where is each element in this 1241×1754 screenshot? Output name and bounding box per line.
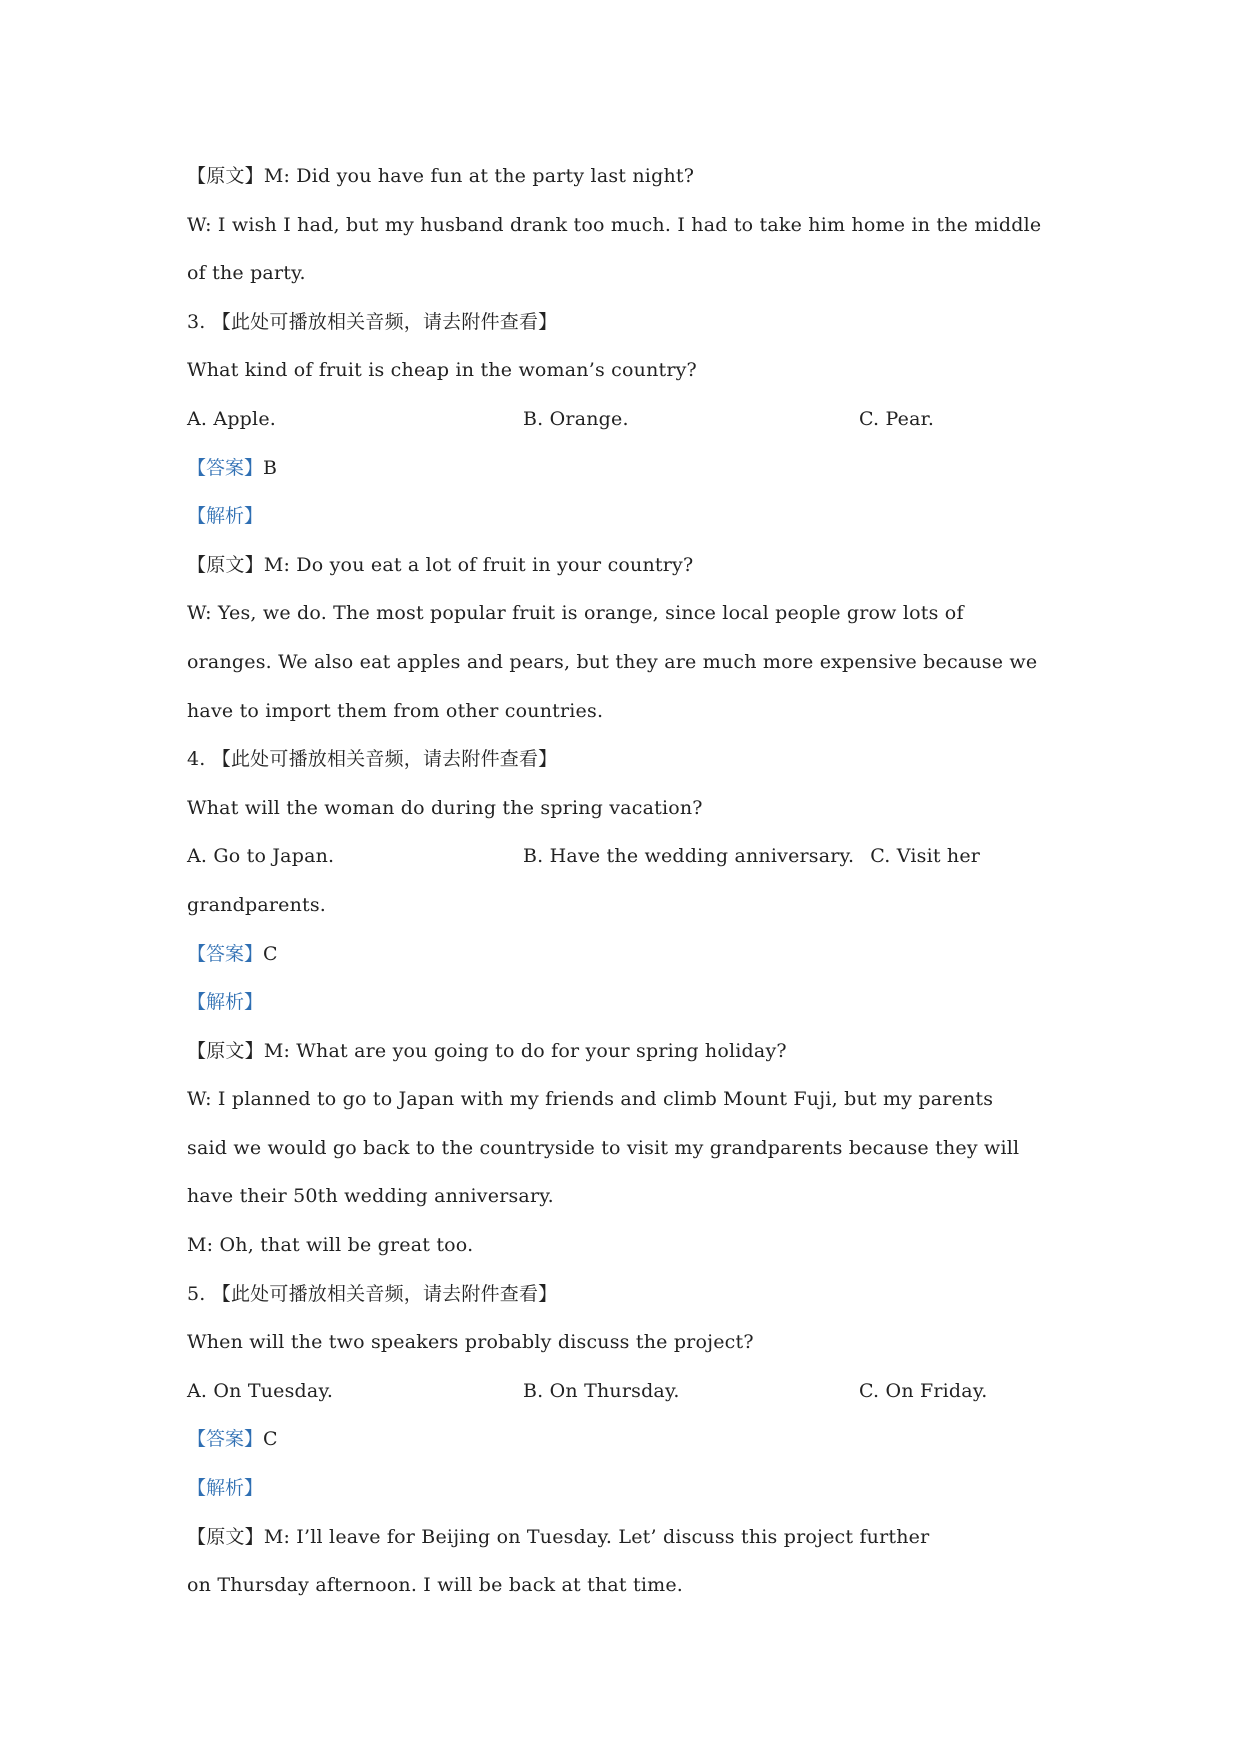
transcript-label: 【原文】 <box>187 1525 264 1548</box>
q2-transcript-line-1 <box>187 152 1077 201</box>
q3-option-a: A. Apple. <box>187 407 277 430</box>
q3-answer <box>187 444 1077 493</box>
q3-transcript-line-1 <box>187 541 1077 590</box>
q4-option-c-continued: grandparents. <box>187 893 327 916</box>
transcript-label: 【原文】 <box>187 165 264 187</box>
q3-options <box>187 395 1077 444</box>
q4-options <box>187 832 1077 881</box>
document-content <box>187 152 1077 1610</box>
q3-question: What kind of fruit is cheap in the woman’s country? <box>187 359 697 382</box>
q3-option-c: C. Pear. <box>859 407 935 430</box>
q4-analysis-label: 【解析】 <box>187 991 264 1014</box>
q4-transcript-line-2: W: I planned to go to Japan with my friends and climb Mount Fuji, but my parents <box>187 1088 994 1111</box>
q5-options <box>187 1367 1077 1416</box>
answer-label: 【答案】 <box>187 942 264 965</box>
answer-value: C <box>263 942 278 965</box>
q5-transcript-line-1 <box>187 1513 1077 1562</box>
q3-transcript-line-3: oranges. We also eat apples and pears, but they are much more expensive because we <box>187 650 1038 673</box>
q4-option-c: C. Visit her <box>870 845 981 868</box>
q4-transcript-line-5: M: Oh, that will be great too. <box>187 1234 474 1257</box>
q3-transcript-line-2: W: Yes, we do. The most popular fruit is orange, since local people grow lots of <box>187 602 964 625</box>
answer-value: B <box>263 456 278 479</box>
q3-option-b: B. Orange. <box>523 407 629 430</box>
q5-option-c: C. On Friday. <box>859 1379 988 1402</box>
transcript-text: M: What are you going to do for your spring holiday? <box>263 1039 787 1062</box>
q4-option-b: B. Have the wedding anniversary. <box>523 845 855 868</box>
q4-transcript-line-1 <box>187 1027 1077 1076</box>
transcript-text: M: Do you eat a lot of fruit in your country? <box>263 553 694 576</box>
q5-answer <box>187 1415 1077 1464</box>
q3-analysis-label: 【解析】 <box>187 505 264 528</box>
q2-transcript-line-3: of the party. <box>187 262 306 285</box>
q4-transcript-line-4: have their 50th wedding anniversary. <box>187 1185 554 1208</box>
answer-label: 【答案】 <box>187 456 264 479</box>
q5-transcript-line-2: on Thursday afternoon. I will be back at that time. <box>187 1574 684 1597</box>
transcript-text: M: I’ll leave for Beijing on Tuesday. Let’ discuss this project further <box>263 1525 930 1548</box>
q4-answer <box>187 930 1077 979</box>
q3-transcript-line-4: have to import them from other countries. <box>187 699 604 722</box>
q5-question: When will the two speakers probably discuss the project? <box>187 1331 754 1354</box>
transcript-label: 【原文】 <box>187 553 264 576</box>
transcript-label: 【原文】 <box>187 1039 264 1062</box>
q5-option-a: A. On Tuesday. <box>187 1379 334 1402</box>
q5-option-b: B. On Thursday. <box>523 1379 680 1402</box>
q5-header: 5. 【此处可播放相关音频，请去附件查看】 <box>187 1282 558 1305</box>
answer-value: C <box>263 1428 278 1451</box>
q3-header: 3. 【此处可播放相关音频，请去附件查看】 <box>187 310 558 333</box>
answer-label: 【答案】 <box>187 1428 264 1451</box>
q2-transcript-line-2: W: I wish I had, but my husband drank too much. I had to take him home in the middle <box>187 213 1042 236</box>
q4-transcript-line-3: said we would go back to the countryside to visit my grandparents because they will <box>187 1136 1020 1159</box>
q4-question: What will the woman do during the spring vacation? <box>187 796 703 819</box>
transcript-text: M: Did you have fun at the party last night? <box>263 165 695 187</box>
q4-option-a: A. Go to Japan. <box>187 845 335 868</box>
q5-analysis-label: 【解析】 <box>187 1477 264 1500</box>
q4-header: 4. 【此处可播放相关音频，请去附件查看】 <box>187 748 558 771</box>
